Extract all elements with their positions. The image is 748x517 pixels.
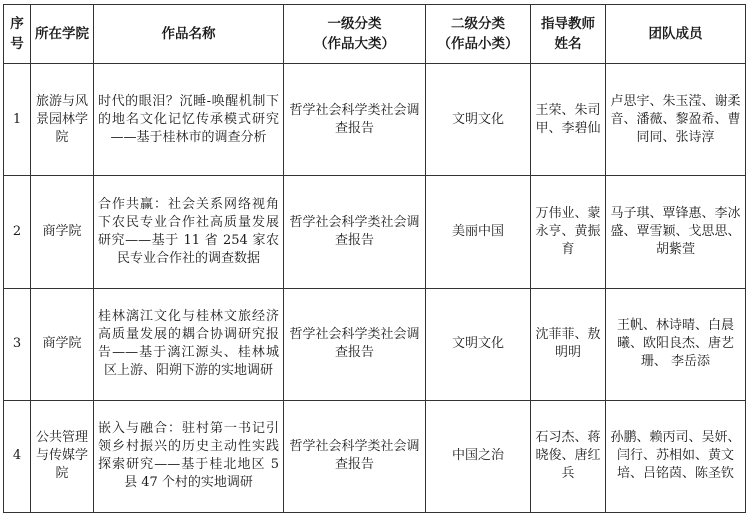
cell-category-1: 哲学社会科学类社会调查报告 <box>284 400 426 512</box>
header-college: 所在学院 <box>31 5 94 64</box>
cell-seq: 2 <box>4 176 31 288</box>
table-row <box>4 400 746 512</box>
cell-category-2: 文明文化 <box>426 64 531 176</box>
cell-category-1: 哲学社会科学类社会调查报告 <box>284 176 426 288</box>
table-row <box>4 288 746 400</box>
cell-college: 公共管理与传媒学院 <box>31 400 94 512</box>
table-row <box>4 176 746 288</box>
cell-teacher: 王荣、朱司甲、李碧仙 <box>531 64 606 176</box>
cell-title: 合作共赢：社会关系网络视角下农民专业合作社高质量发展研究——基于 11 省 254 家农民专业合作社的调查数据 <box>94 176 284 288</box>
cell-seq: 1 <box>4 64 31 176</box>
cell-team: 马子琪、覃锋惠、李冰盛、覃雪颖、戈思思、胡紫萱 <box>606 176 746 288</box>
header-team: 团队成员 <box>606 5 746 64</box>
cell-team: 孙鹏、赖丙司、吴妍、闫行、苏相如、黄文培、吕铭茵、陈圣钦 <box>606 400 746 512</box>
cell-seq: 4 <box>4 400 31 512</box>
cell-category-2: 美丽中国 <box>426 176 531 288</box>
header-seq: 序号 <box>4 5 31 64</box>
header-teacher: 指导教师姓名 <box>531 5 606 64</box>
cell-category-2: 中国之治 <box>426 400 531 512</box>
cell-teacher: 沈菲菲、敖明明 <box>531 288 606 400</box>
cell-title: 嵌入与融合：驻村第一书记引领乡村振兴的历史主动性实践探索研究——基于桂北地区 5 县 47 个村的实地调研 <box>94 400 284 512</box>
header-title: 作品名称 <box>94 5 284 64</box>
award-table <box>3 4 746 513</box>
cell-seq: 3 <box>4 288 31 400</box>
cell-team: 卢思宇、朱玉滢、谢柔音、潘薇、黎盈希、曹同同、张诗淳 <box>606 64 746 176</box>
cell-college: 旅游与风景园林学院 <box>31 64 94 176</box>
header-category-1: 一级分类 （作品大类） <box>284 5 426 64</box>
cell-college: 商学院 <box>31 288 94 400</box>
cell-college: 商学院 <box>31 176 94 288</box>
cell-category-2: 文明文化 <box>426 288 531 400</box>
cell-title: 时代的眼泪？沉睡-唤醒机制下的地名文化记忆传承模式研究——基于桂林市的调查分析 <box>94 64 284 176</box>
cell-title: 桂林漓江文化与桂林文旅经济高质量发展的耦合协调研究报告——基于漓江源头、桂林城区上游、阳朔下游的实地调研 <box>94 288 284 400</box>
cell-teacher: 万伟业、蒙永亨、黄振育 <box>531 176 606 288</box>
cell-teacher: 石习杰、蒋晓俊、唐红兵 <box>531 400 606 512</box>
cell-category-1: 哲学社会科学类社会调查报告 <box>284 288 426 400</box>
cell-category-1: 哲学社会科学类社会调查报告 <box>284 64 426 176</box>
header-row <box>4 5 746 64</box>
cell-team: 王帆、林诗晴、白晨曦、欧阳良杰、唐艺珊、 李岳添 <box>606 288 746 400</box>
table-row <box>4 64 746 176</box>
header-category-2: 二级分类 （作品小类） <box>426 5 531 64</box>
